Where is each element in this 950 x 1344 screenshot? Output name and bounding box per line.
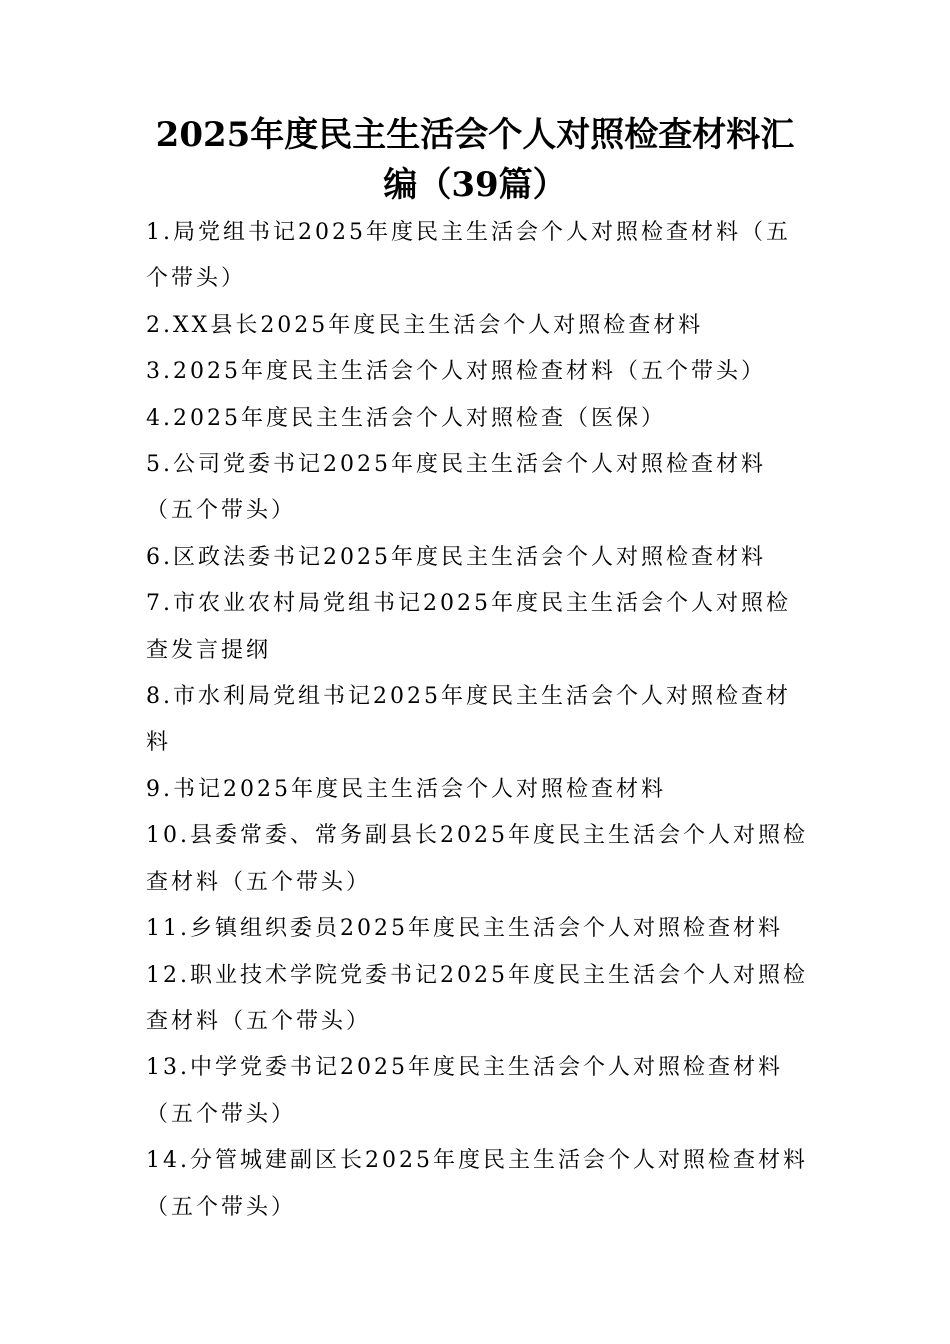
toc-item: 9.书记2025年度民主生活会个人对照检查材料 [146, 776, 666, 802]
toc-item: 8.市水利局党组书记2025年度民主生活会个人对照检查材料 [146, 684, 791, 756]
toc-item: 10.县委常委、常务副县长2025年度民主生活会个人对照检查材料（五个带头） [146, 823, 808, 895]
toc-item: 14.分管城建副区长2025年度民主生活会个人对照检查材料（五个带头） [146, 1148, 808, 1220]
toc-item: 5.公司党委书记2025年度民主生活会个人对照检查材料（五个带头） [146, 452, 766, 524]
toc-item: 12.职业技术学院党委书记2025年度民主生活会个人对照检查材料（五个带头） [146, 962, 808, 1034]
toc-item: 6.区政法委书记2025年度民主生活会个人对照检查材料 [146, 544, 766, 570]
toc-item: 13.中学党委书记2025年度民主生活会个人对照检查材料（五个带头） [146, 1055, 783, 1127]
toc-item: 7.市农业农村局党组书记2025年度民主生活会个人对照检查发言提纲 [146, 591, 791, 663]
toc-item: 3.2025年度民主生活会个人对照检查材料（五个带头） [146, 359, 766, 385]
toc-item: 1.局党组书记2025年度民主生活会个人对照检查材料（五个带头） [146, 220, 791, 292]
table-of-contents [146, 210, 808, 1231]
toc-item: 11.乡镇组织委员2025年度民主生活会个人对照检查材料 [146, 916, 783, 942]
document-title: 2025年度民主生活会个人对照检查材料汇编（39篇） [155, 115, 795, 205]
toc-item: 4.2025年度民主生活会个人对照检查（医保） [146, 405, 666, 431]
toc-item: 2.XX县长2025年度民主生活会个人对照检查材料 [146, 312, 704, 338]
